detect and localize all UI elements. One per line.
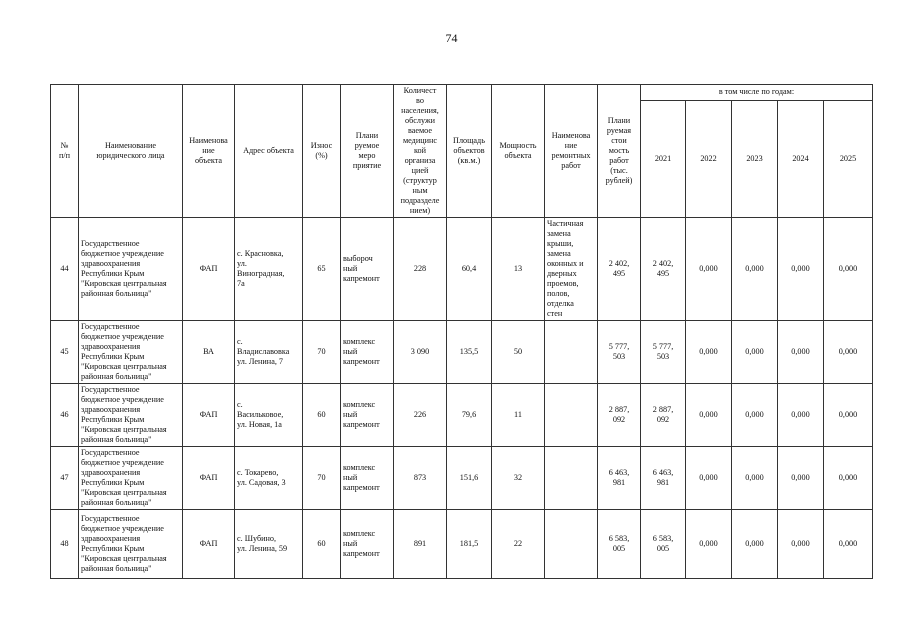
header-repair-name: Наименова ние ремонтных работ <box>545 85 598 218</box>
cell-address: с. Васильковое, ул. Новая, 1а <box>235 384 303 447</box>
cell-planned-cost: 2 402, 495 <box>598 218 641 321</box>
cell-population: 228 <box>394 218 447 321</box>
header-wear: Износ (%) <box>303 85 341 218</box>
cell-planned-event: комплекс ный капремонт <box>341 384 394 447</box>
cell-repair-name: Частичная замена крыши, замена оконных и дверных проемов, полов, отделка стен <box>545 218 598 321</box>
cell-address: с. Шубино, ул. Ленина, 59 <box>235 510 303 579</box>
cell-year-2025: 0,000 <box>824 447 873 510</box>
cell-wear: 65 <box>303 218 341 321</box>
cell-entity: Государственное бюджетное учреждение здравоохранения Республики Крым "Кировская центральная районная больница" <box>79 321 183 384</box>
cell-num: 45 <box>51 321 79 384</box>
cell-planned-event: комплекс ный капремонт <box>341 321 394 384</box>
cell-planned-cost: 5 777, 503 <box>598 321 641 384</box>
cell-year-2023: 0,000 <box>732 384 778 447</box>
table-row <box>51 510 873 579</box>
cell-year-2025: 0,000 <box>824 321 873 384</box>
header-entity: Наименование юридического лица <box>79 85 183 218</box>
cell-area: 135,5 <box>447 321 492 384</box>
cell-year-2022: 0,000 <box>686 510 732 579</box>
header-year: 2024 <box>778 100 824 217</box>
cell-planned-event: выбороч ный капремонт <box>341 218 394 321</box>
header-year: 2023 <box>732 100 778 217</box>
cell-planned-event: комплекс ный капремонт <box>341 447 394 510</box>
table-row <box>51 218 873 321</box>
header-year: 2022 <box>686 100 732 217</box>
header-capacity: Мощность объекта <box>492 85 545 218</box>
cell-repair-name <box>545 510 598 579</box>
cell-num: 44 <box>51 218 79 321</box>
header-by-years: в том числе по годам: <box>641 85 873 101</box>
cell-area: 60,4 <box>447 218 492 321</box>
cell-year-2023: 0,000 <box>732 447 778 510</box>
cell-object-name: ВА <box>183 321 235 384</box>
cell-year-2024: 0,000 <box>778 321 824 384</box>
cell-year-2022: 0,000 <box>686 218 732 321</box>
cell-year-2025: 0,000 <box>824 218 873 321</box>
cell-population: 3 090 <box>394 321 447 384</box>
cell-year-2023: 0,000 <box>732 510 778 579</box>
cell-year-2022: 0,000 <box>686 384 732 447</box>
cell-year-2025: 0,000 <box>824 384 873 447</box>
cell-object-name: ФАП <box>183 447 235 510</box>
cell-wear: 70 <box>303 447 341 510</box>
cell-year-2025: 0,000 <box>824 510 873 579</box>
cell-year-2023: 0,000 <box>732 321 778 384</box>
header-area: Площадь объектов (кв.м.) <box>447 85 492 218</box>
cell-wear: 70 <box>303 321 341 384</box>
cell-year-2022: 0,000 <box>686 321 732 384</box>
cell-object-name: ФАП <box>183 510 235 579</box>
cell-year-2021: 2 402, 495 <box>641 218 686 321</box>
header-year: 2021 <box>641 100 686 217</box>
cell-address: с. Красновка, ул. Виноградная, 7а <box>235 218 303 321</box>
cell-repair-name <box>545 321 598 384</box>
cell-capacity: 50 <box>492 321 545 384</box>
cell-population: 891 <box>394 510 447 579</box>
cell-capacity: 22 <box>492 510 545 579</box>
cell-wear: 60 <box>303 384 341 447</box>
cell-repair-name <box>545 447 598 510</box>
cell-object-name: ФАП <box>183 218 235 321</box>
cell-year-2021: 6 463, 981 <box>641 447 686 510</box>
cell-planned-event: комплекс ный капремонт <box>341 510 394 579</box>
cell-area: 181,5 <box>447 510 492 579</box>
repair-plan-table <box>50 84 873 579</box>
cell-area: 151,6 <box>447 447 492 510</box>
cell-population: 873 <box>394 447 447 510</box>
cell-population: 226 <box>394 384 447 447</box>
cell-num: 48 <box>51 510 79 579</box>
header-address: Адрес объекта <box>235 85 303 218</box>
cell-entity: Государственное бюджетное учреждение здравоохранения Республики Крым "Кировская центральная районная больница" <box>79 384 183 447</box>
header-planned-event: Плани руемое меро приятие <box>341 85 394 218</box>
header-object-name: Наименова ние объекта <box>183 85 235 218</box>
cell-entity: Государственное бюджетное учреждение здравоохранения Республики Крым "Кировская центральная районная больница" <box>79 510 183 579</box>
cell-planned-cost: 6 583, 005 <box>598 510 641 579</box>
header-population: Количест во населения, обслужи ваемое медицинс кой организа цией (структур ным подразделе нием) <box>394 85 447 218</box>
cell-wear: 60 <box>303 510 341 579</box>
cell-year-2022: 0,000 <box>686 447 732 510</box>
cell-year-2024: 0,000 <box>778 384 824 447</box>
cell-address: с. Токарево, ул. Садовая, 3 <box>235 447 303 510</box>
cell-year-2024: 0,000 <box>778 218 824 321</box>
cell-year-2024: 0,000 <box>778 447 824 510</box>
cell-area: 79,6 <box>447 384 492 447</box>
table-row <box>51 321 873 384</box>
page-number: 74 <box>445 31 458 45</box>
cell-repair-name <box>545 384 598 447</box>
cell-capacity: 11 <box>492 384 545 447</box>
cell-capacity: 13 <box>492 218 545 321</box>
cell-entity: Государственное бюджетное учреждение здравоохранения Республики Крым "Кировская центральная районная больница" <box>79 218 183 321</box>
cell-planned-cost: 2 887, 092 <box>598 384 641 447</box>
cell-year-2021: 6 583, 005 <box>641 510 686 579</box>
cell-year-2024: 0,000 <box>778 510 824 579</box>
header-num: № п/п <box>51 85 79 218</box>
header-year: 2025 <box>824 100 873 217</box>
cell-address: с. Владиславовка ул. Ленина, 7 <box>235 321 303 384</box>
cell-object-name: ФАП <box>183 384 235 447</box>
table-row <box>51 384 873 447</box>
cell-year-2021: 5 777, 503 <box>641 321 686 384</box>
cell-num: 47 <box>51 447 79 510</box>
cell-year-2023: 0,000 <box>732 218 778 321</box>
cell-capacity: 32 <box>492 447 545 510</box>
cell-year-2021: 2 887, 092 <box>641 384 686 447</box>
cell-entity: Государственное бюджетное учреждение здравоохранения Республики Крым "Кировская центральная районная больница" <box>79 447 183 510</box>
cell-num: 46 <box>51 384 79 447</box>
header-planned-cost: Плани руемая стои мость работ (тыс. рублей) <box>598 85 641 218</box>
table-row <box>51 447 873 510</box>
cell-planned-cost: 6 463, 981 <box>598 447 641 510</box>
